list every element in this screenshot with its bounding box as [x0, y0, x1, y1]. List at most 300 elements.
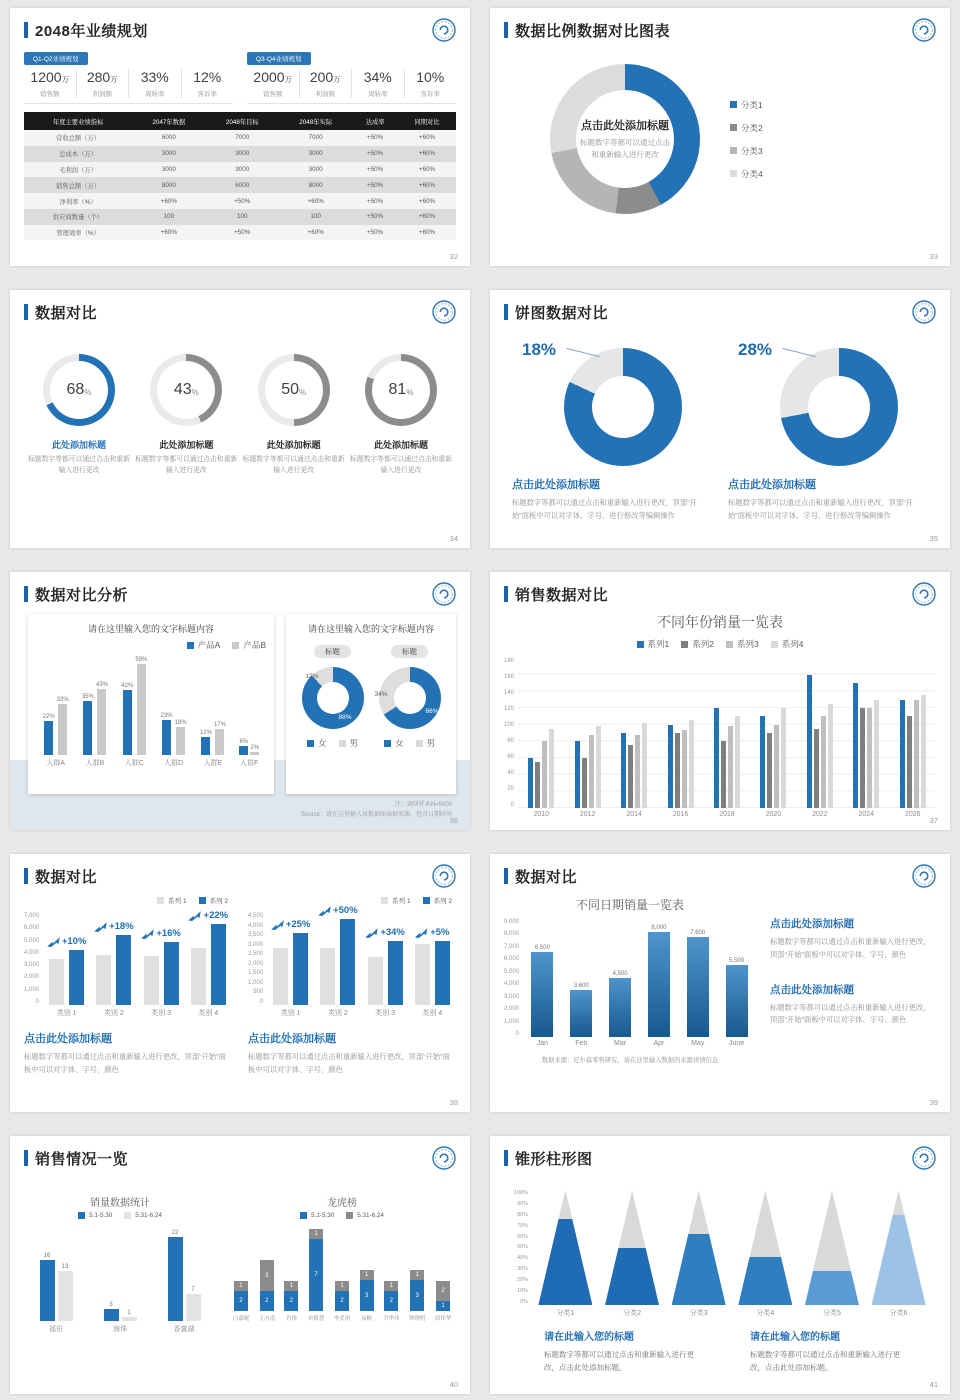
stack [260, 1260, 274, 1311]
title-accent-bar [24, 586, 28, 602]
bar [168, 1237, 183, 1321]
bar [320, 948, 335, 1005]
kpi-stat: 12% 客诉率 [193, 69, 222, 98]
table-cell: 3000 [206, 162, 279, 178]
donut-legend [302, 737, 364, 749]
bar-group [528, 658, 554, 818]
y-tick: 0 [35, 998, 40, 1005]
legend-swatch [346, 1212, 353, 1219]
bars [528, 658, 554, 808]
table-cell: 毛利润（万） [24, 162, 132, 178]
table-row [24, 193, 456, 209]
table-cell: +60% [132, 225, 205, 241]
bar-group [273, 913, 311, 1018]
bar [273, 948, 288, 1005]
legend-item [771, 638, 804, 650]
bar-value-label: 16 [43, 1253, 51, 1259]
up-right-arrow-icon [318, 906, 331, 916]
y-tick: 140 [504, 690, 515, 696]
legend-item [730, 168, 763, 180]
bar [44, 721, 53, 755]
y-tick: 120 [504, 706, 515, 712]
y-tick: 7,000 [24, 913, 40, 919]
bar-group [807, 658, 833, 818]
legend-swatch [157, 897, 164, 904]
table-cell: 净利率（%） [24, 193, 132, 209]
bar [774, 725, 779, 808]
bars [104, 1229, 137, 1321]
cone-column [738, 1190, 792, 1318]
bar [164, 942, 179, 1005]
bar [628, 745, 633, 808]
x-axis-label: Apr [653, 1040, 665, 1047]
legend-item [307, 737, 327, 749]
table-cell: +50% [352, 146, 398, 162]
bars [200, 655, 226, 755]
x-axis-label: 2012 [579, 811, 596, 818]
bar-wrap [96, 955, 111, 1005]
kpi-stat: 34% 周转率 [352, 69, 405, 98]
donut-chart [550, 64, 700, 214]
bar [176, 727, 185, 755]
kpi-groups [24, 48, 456, 104]
legend-label: 分类4 [741, 168, 763, 179]
bar-wrap [293, 933, 308, 1005]
x-axis-label: 2022 [812, 811, 828, 818]
bar [531, 952, 553, 1037]
bars [668, 658, 694, 808]
table-cell: +50% [352, 130, 398, 146]
bar [853, 683, 858, 808]
bar [162, 720, 171, 755]
bars [161, 655, 187, 755]
bar-wrap [582, 758, 587, 808]
legend-item [416, 737, 436, 749]
bar-wrap [116, 935, 131, 1005]
bar [687, 937, 709, 1037]
monthly-sales-bar-chart [504, 919, 756, 1047]
cone-fill [872, 1215, 926, 1305]
monthly-sales-panel [504, 894, 756, 1064]
x-axis-label: 2026 [904, 811, 921, 818]
x-axis-label: June [728, 1040, 745, 1047]
plot-area [518, 658, 936, 818]
bar [760, 716, 765, 808]
slide-title: 锥形柱形图 [515, 1150, 593, 1168]
legend-item [199, 896, 228, 905]
gauge-card: 81 % 此处添加标题 标题数字等都可以通过点击和重新输入进行更改 [350, 354, 452, 477]
bar-group [144, 913, 179, 1018]
bars [726, 919, 748, 1037]
title-accent-bar [24, 1150, 28, 1166]
bar [575, 741, 580, 808]
pie-panel [504, 340, 720, 523]
bar [40, 1260, 55, 1321]
slide-36[interactable] [10, 572, 470, 830]
y-tick: 80% [517, 1211, 529, 1218]
legend-label: 5.31-6.24 [135, 1212, 162, 1219]
gauge-heading: 此处添加标题 [266, 440, 321, 450]
table-cell: 供应商数量（个） [24, 209, 132, 225]
slide-title: 数据对比 [35, 868, 98, 886]
cone [805, 1190, 859, 1305]
stack-segment: 7 [309, 1239, 323, 1311]
bar [874, 700, 879, 808]
table-cell: +60% [132, 193, 205, 209]
bar [621, 733, 626, 808]
stack-segment: 1 [384, 1281, 398, 1291]
bar [201, 737, 210, 755]
legend-item [730, 99, 763, 111]
legend-label: 男 [426, 738, 436, 748]
bar-group [200, 655, 226, 768]
cone-column [538, 1190, 592, 1318]
up-right-arrow-icon [189, 911, 202, 921]
table-cell: +60% [398, 209, 456, 225]
x-axis-label: 王冯南 [258, 1316, 276, 1322]
x-axis-label: 分类5 [823, 1310, 841, 1317]
bar-group [714, 658, 740, 818]
y-axis [504, 658, 518, 808]
table-cell: 3000 [132, 146, 205, 162]
bar-group [687, 919, 709, 1047]
slide-33[interactable] [490, 8, 950, 266]
table-cell: 3000 [279, 146, 352, 162]
gauge-heading: 此处添加标题 [51, 440, 106, 450]
bar [535, 762, 540, 808]
cone-column [672, 1190, 726, 1318]
slide-35[interactable] [490, 290, 950, 548]
y-tick: 80 [507, 738, 515, 744]
bar [921, 695, 926, 808]
bars [43, 655, 69, 755]
slide-41[interactable] [490, 1136, 950, 1394]
x-axis-label: 2016 [672, 811, 689, 818]
bars [575, 658, 601, 808]
bars [191, 913, 226, 1005]
legend-label: 系列1 [647, 639, 670, 649]
title-accent-bar [24, 304, 28, 320]
legend-label: 系列4 [781, 639, 804, 649]
panel-heading: 点击此处添加标题 [248, 1033, 336, 1045]
growth-annotation: +5% [415, 927, 449, 938]
bar [368, 957, 383, 1005]
bar-value-label: 3 [109, 1302, 113, 1308]
bar-wrap [814, 729, 819, 808]
stack-segment: 2 [284, 1291, 298, 1311]
x-axis-label: 2018 [719, 811, 735, 818]
bar [726, 965, 748, 1037]
legend-label: 5.31-6.24 [357, 1212, 384, 1219]
pie-percent-callout: 18% [522, 340, 557, 359]
pie-chart [564, 348, 682, 466]
y-tick: 50% [517, 1244, 529, 1251]
kpi-group-q1q2 [24, 48, 233, 104]
bar-wrap [320, 948, 335, 1005]
stack-segment: 3 [260, 1260, 274, 1291]
logo-icon [912, 300, 936, 324]
bar-wrap [168, 1230, 183, 1321]
table-header-cell: 同期对比 [398, 112, 456, 130]
slide-39[interactable] [490, 854, 950, 1112]
bar [388, 941, 403, 1005]
bar-wrap [907, 716, 912, 808]
y-tick: 2,000 [24, 974, 40, 981]
bar-wrap [668, 725, 673, 808]
donut-legend [730, 99, 763, 180]
legend-label: 系列3 [737, 639, 759, 649]
table-row [24, 209, 456, 225]
bar-wrap [628, 745, 633, 808]
bar-group [104, 1229, 137, 1334]
legend-label: 产品B [243, 640, 266, 650]
title-accent-bar [24, 868, 28, 884]
table-cell: +50% [352, 162, 398, 178]
bar [721, 741, 726, 808]
page-number: 36 [449, 816, 458, 825]
bar-wrap [726, 958, 748, 1037]
stack-segment: 2 [384, 1291, 398, 1311]
bar-wrap [760, 716, 765, 808]
table-cell: +50% [352, 177, 398, 193]
gender-donut: 标题 12% 88% 女 男 [302, 641, 364, 749]
text-block [770, 982, 936, 1028]
bar [828, 704, 833, 808]
bar-group [726, 919, 748, 1047]
bars [531, 919, 553, 1037]
logo-icon [432, 864, 456, 888]
legend-swatch [416, 740, 423, 747]
x-axis-label: 尹华伟 [383, 1316, 400, 1322]
bars [82, 655, 108, 755]
bar-wrap [164, 942, 179, 1005]
cone-fill [672, 1234, 726, 1305]
table-header-cell: 2048年实际 [279, 112, 352, 130]
cone-fill [738, 1257, 792, 1305]
y-tick: 5,000 [24, 937, 40, 944]
bar [415, 944, 430, 1005]
gauge-body: 标题数字等都可以通过点击和重新输入进行更改 [350, 456, 452, 474]
y-tick: 4,000 [504, 981, 520, 988]
bars [687, 919, 709, 1037]
slide-40[interactable] [10, 1136, 470, 1394]
bar [589, 735, 594, 808]
legend-label: 男 [349, 738, 359, 748]
district-bar-chart [24, 1229, 216, 1334]
slide-title: 2048年业绩规划 [35, 22, 148, 40]
legend-label: 系列 2 [433, 898, 452, 905]
bar-wrap [621, 733, 626, 808]
kpi-stat: 33% 周转率 [129, 69, 182, 98]
bar-groups [267, 905, 456, 1018]
y-tick: 100% [514, 1190, 529, 1196]
slide-title: 数据对比 [515, 868, 578, 886]
bar-value-label: 5,500 [729, 958, 745, 964]
table-header-cell: 2047年数据 [132, 112, 205, 130]
chart-title: 不同日期销量一览表 [575, 898, 684, 912]
bar-group [368, 913, 403, 1018]
data-source-note: 数据来源：尼尔森零售研究，请在这里输入数据的来源详情信息 [541, 1057, 719, 1064]
legend-swatch [232, 642, 239, 649]
x-axis-label: 分类6 [889, 1310, 908, 1317]
bar-wrap [104, 1302, 119, 1321]
table-cell: +50% [352, 193, 398, 209]
bar-wrap [867, 708, 872, 808]
bar [250, 752, 259, 755]
bar-wrap [675, 733, 680, 808]
logo-icon [432, 1146, 456, 1170]
chart-legend [504, 638, 936, 650]
donut-center-text: 标题数字等都可以通过点击和重新输入进行更改 [580, 138, 670, 159]
panel-body: 标题数字等都可以通过点击和重新输入进行更改，顶部“开始”面板中可以对字体、字号、颜色 [24, 1052, 226, 1074]
legend-item [726, 638, 759, 650]
legend-item [730, 122, 763, 134]
cone-fill [538, 1219, 592, 1305]
y-tick: 40 [507, 770, 515, 776]
page-number: 37 [929, 816, 938, 825]
growth-annotation: +16% [141, 928, 181, 939]
growth-chart-panel [24, 894, 232, 1077]
slide-38[interactable] [10, 854, 470, 1112]
slide-32[interactable] [10, 8, 470, 266]
cone-column [805, 1190, 859, 1318]
legend-label: 5.1-5.30 [311, 1212, 335, 1219]
table-cell: +60% [279, 193, 352, 209]
panel-body: 标题数字等都可以通过点击和重新输入进行更改，顶部“开始”面板中可以对字体、字号、颜色 [770, 937, 931, 959]
legend-label: 分类3 [741, 145, 763, 156]
plot-area [43, 910, 232, 1018]
cone-chart [504, 1176, 936, 1318]
table-header-cell: 年度主要业绩指标 [24, 112, 132, 130]
bar [642, 723, 647, 808]
logo-icon [432, 300, 456, 324]
kpi-badge: Q1-Q2业绩规划 [24, 52, 88, 65]
legend-item [339, 737, 359, 749]
bar [58, 1271, 73, 1321]
x-axis-label: Mar [614, 1040, 627, 1047]
cone [672, 1190, 726, 1305]
legend-item [384, 737, 404, 749]
bar-value-label: 22 [171, 1230, 179, 1236]
slide-34[interactable] [10, 290, 470, 548]
text-block [750, 1328, 912, 1374]
data-table [24, 112, 456, 240]
bar-group [621, 658, 647, 818]
bar-value-label: 13 [61, 1264, 69, 1270]
title-accent-bar [24, 22, 28, 38]
plot-area [267, 905, 456, 1018]
stacked-bar-group [233, 1281, 250, 1322]
donut-hole [394, 682, 426, 714]
panel-heading: 点击此处添加标题 [770, 983, 854, 996]
y-tick: 10% [517, 1288, 529, 1295]
slide-37[interactable] [490, 572, 950, 830]
legend-swatch [339, 740, 346, 747]
bars [320, 913, 355, 1005]
legend-label: 分类1 [741, 99, 763, 110]
title-accent-bar [504, 304, 508, 320]
bar-group [668, 658, 694, 818]
card-legend [36, 639, 266, 651]
bar [714, 708, 719, 808]
gauge-card: 43 % 此处添加标题 标题数字等都可以通过点击和重新输入进行更改 [135, 354, 237, 477]
bar-wrap [531, 945, 553, 1037]
cone [872, 1190, 926, 1305]
bar [675, 733, 680, 808]
legend-swatch [637, 641, 644, 648]
table-cell: 100 [206, 209, 279, 225]
callout-line [566, 348, 599, 357]
legend-item [157, 896, 186, 905]
pill-label: 标题 [391, 645, 428, 658]
gauge-body: 标题数字等都可以通过点击和重新输入进行更改 [135, 456, 238, 474]
gauge-card: 68 % 此处添加标题 标题数字等都可以通过点击和重新输入进行更改 [28, 354, 130, 477]
y-tick: 180 [504, 658, 515, 664]
growth-annotation: +25% [271, 919, 311, 930]
growth-bar-chart [24, 910, 232, 1018]
bars [121, 655, 147, 755]
title-accent-bar [504, 586, 508, 602]
legend-label: 产品A [197, 640, 221, 650]
pie-percent-callout: 28% [738, 340, 773, 359]
bar-wrap [415, 944, 430, 1005]
bar-wrap [58, 1264, 73, 1321]
bar [144, 956, 159, 1005]
x-axis-label: 类别 1 [56, 1010, 77, 1017]
table-cell: 营收总额（万） [24, 130, 132, 146]
bar [582, 758, 587, 808]
y-tick: 100 [504, 722, 515, 728]
pill-label: 标题 [314, 645, 351, 658]
y-axis [248, 913, 267, 1005]
x-axis-label: 人群E [203, 760, 223, 767]
cone-fill [805, 1271, 859, 1306]
table-cell: +60% [398, 193, 456, 209]
y-tick: 3,000 [24, 962, 40, 969]
x-axis-label: May [691, 1040, 705, 1047]
x-axis-label: 人群D [164, 760, 184, 767]
y-tick: 1,000 [248, 979, 264, 986]
y-tick: 3,500 [248, 932, 264, 939]
stack-segment: 1 [309, 1229, 323, 1239]
bar-groups [518, 658, 936, 818]
bars [570, 919, 592, 1037]
table-cell: 销售总额（万） [24, 177, 132, 193]
bar-wrap [828, 704, 833, 808]
stack-segment: 1 [284, 1281, 298, 1291]
page-number: 35 [929, 534, 938, 543]
bar [528, 758, 533, 808]
donut-hole [808, 376, 870, 438]
logo-icon [912, 582, 936, 606]
logo-icon [912, 18, 936, 42]
bar [648, 932, 670, 1037]
legend-label: 系列 1 [392, 898, 411, 905]
bar [186, 1294, 201, 1321]
stack [410, 1270, 424, 1311]
bars [760, 658, 786, 808]
table-cell: +50% [352, 225, 398, 241]
y-tick: 0 [259, 998, 264, 1005]
pie-chart [780, 348, 898, 466]
text-block [544, 1328, 706, 1374]
bar-group [161, 655, 187, 768]
panel-body: 标题数字等都可以通过点击和重新输入进行更改，顶部“开始”面板中可以对字体、字号、进行修改等编辑操作 [512, 498, 697, 520]
table-cell: 6000 [132, 130, 205, 146]
legend-swatch [423, 897, 430, 904]
x-axis-label: 类别 2 [103, 1010, 124, 1017]
bar-group [239, 655, 259, 768]
